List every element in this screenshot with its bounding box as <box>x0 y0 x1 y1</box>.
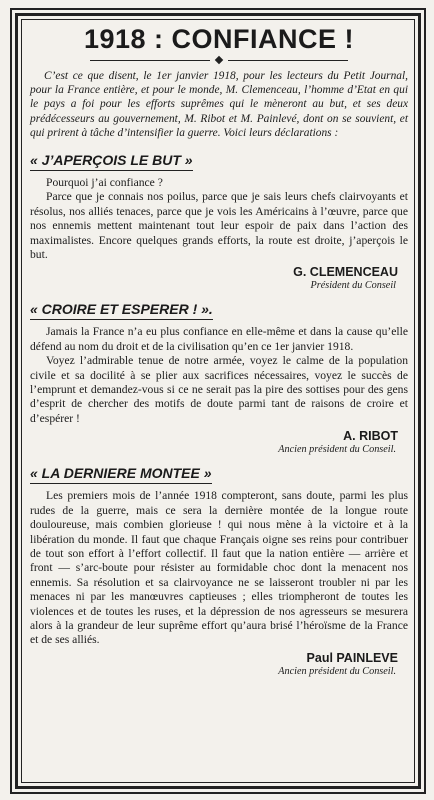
section-ribot <box>30 297 408 455</box>
signature-name: A. RIBOT <box>343 429 398 444</box>
section-paragraph: Voyez l’admirable tenue de notre armée, voyez le calme de la population civile et sa docilité à se plier aux sacrifices nécessaires, voyez le succès de l’emprunt et demandez-vous si ce ne serait pas la pire des sottises pour des gens d’esprit de chercher des motifs de doute parmi tant de raisons de croire et d’espérer ! <box>30 354 408 425</box>
section-heading: « LA DERNIERE MONTEE » <box>30 465 212 484</box>
signature-title: Président du Conseil <box>310 280 396 292</box>
signature-name: G. CLEMENCEAU <box>293 265 398 280</box>
inner-border <box>15 13 421 789</box>
section-painleve <box>30 461 408 676</box>
signature-name: Paul PAINLEVE <box>306 650 398 665</box>
section-paragraph: Parce que je connais nos poilus, parce que je sais leurs chefs clairvoyants et résolus, nos alliés tenaces, parce que je vois les Américains à l’œuvre, parce que nos ennemis mettent maintenant tout leur espoir de paix dans l’action des maximalistes. Encore quelques grands efforts, la route est droite, j’aperçois le but. <box>30 190 408 262</box>
section-heading: « J’APERÇOIS LE BUT » <box>30 152 193 171</box>
article-title: 1918 : CONFIANCE ! <box>83 24 355 54</box>
section-heading: « CROIRE ET ESPERER ! ». <box>30 301 213 320</box>
section-paragraph: Jamais la France n’a eu plus confiance en elle-même et dans la cause qu’elle défend au nom du droit et de la civilisation qu’en ce 1er janvier 1918. <box>30 325 408 353</box>
intro-paragraph: C’est ce que disent, le 1er janvier 1918, pour les lecteurs du Petit Journal, pour la France entière, et pour le monde, M. Clemenceau, l’homme d’Etat en qui le pays a foi pour les efforts suprêmes qui le mèneront au but, et ses deux prédécesseurs au gouvernement, M. Ribot et M. Painlevé, dont on se souvient, et qui prirent à tâche d’intensifier la guerre. Voici leurs déclarations : <box>30 70 408 139</box>
outer-border <box>10 8 426 794</box>
section-paragraph: Pourquoi j’ai confiance ? <box>46 176 163 190</box>
ornament-diamond-icon <box>215 56 223 64</box>
signature-title: Ancien président du Conseil. <box>278 444 396 456</box>
section-clemenceau <box>30 148 408 291</box>
title-ornament <box>30 57 408 63</box>
section-paragraph: Les premiers mois de l’année 1918 compteront, sans doute, parmi les plus rudes de la guerre, mais ce sera la dernière montée de la longue route douloureuse, mais combien glorieuse ! qui nous mène à la victoire et à la libération du monde. Il faut que chaque Français oigne ses reins pour contribuer de tout son effort à l’effort collectif. Il faut que la nation entière — arrière et front — s’arc-boute pour résister au formidable choc dont la menacent nos ennemis. Sa résolution et sa clairvoyance ne se laisseront troubler ni par les menaces ni par les manœuvres captieuses ; elles triompheront de toutes les violences et de toutes les ruses, et la dépression de nos agresseurs se mesurera alors à la grandeur de leur suprême effort qu’aura brisé l’héroïsme de la France et de ses alliés. <box>30 489 408 647</box>
ornament-line-right <box>228 60 348 61</box>
signature-title: Ancien président du Conseil. <box>278 665 396 677</box>
ornament-line-left <box>90 60 210 61</box>
